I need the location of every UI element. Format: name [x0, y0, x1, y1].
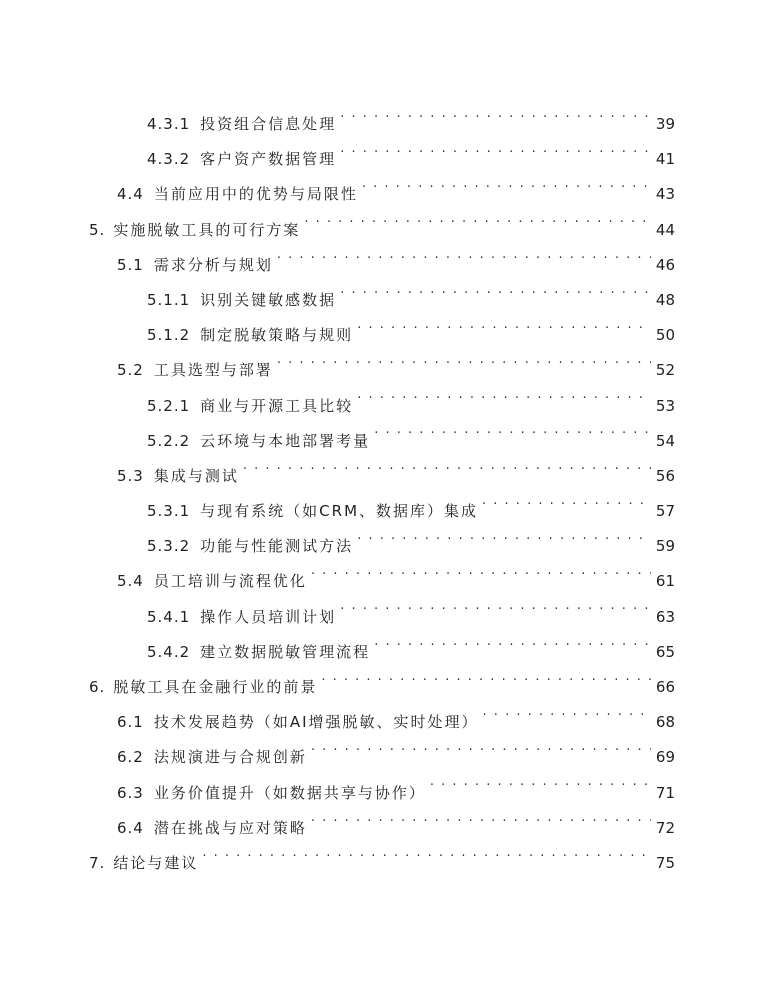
toc-page-number: 41 — [655, 150, 675, 169]
toc-page-number: 39 — [655, 115, 675, 133]
toc-row[interactable] — [0, 776, 765, 811]
toc-number: 6. — [89, 678, 106, 696]
toc-number: 4.3.1 — [147, 115, 191, 133]
toc-row[interactable] — [0, 318, 765, 353]
toc-row[interactable] — [0, 600, 765, 635]
toc-number: 5. — [89, 220, 106, 239]
dot-leader — [340, 114, 651, 129]
toc-row[interactable] — [0, 107, 765, 142]
dot-leader — [482, 501, 651, 516]
toc-title: 客户资产数据管理 — [200, 150, 337, 169]
toc-page-number: 53 — [655, 396, 675, 415]
toc-entry[interactable] — [147, 600, 675, 635]
toc-number: 5.2 — [117, 361, 144, 380]
toc-page-number: 68 — [655, 713, 675, 732]
toc-title: 功能与性能测试方法 — [200, 537, 354, 556]
toc-page-number: 46 — [655, 255, 675, 274]
toc-page-number: 69 — [655, 748, 675, 767]
toc-row[interactable] — [0, 353, 765, 388]
toc-title: 潜在挑战与应对策略 — [153, 818, 307, 837]
toc-title: 业务价值提升（如数据共享与协作） — [153, 783, 426, 802]
dot-leader — [311, 571, 651, 586]
toc-number: 4.3.2 — [147, 150, 191, 169]
toc-number: 5.4.2 — [147, 642, 191, 661]
toc-row[interactable] — [0, 564, 765, 599]
toc-page-number: 59 — [655, 537, 675, 556]
dot-leader — [277, 360, 651, 375]
toc-entry[interactable] — [117, 353, 675, 388]
toc-page-number: 71 — [655, 783, 675, 802]
dot-leader — [243, 466, 651, 481]
toc-entry[interactable] — [147, 142, 675, 177]
dot-leader — [374, 431, 651, 446]
toc-title: 识别关键敏感数据 — [200, 290, 337, 309]
toc-entry[interactable] — [89, 846, 675, 881]
toc-title: 商业与开源工具比较 — [200, 396, 354, 415]
toc-page-number: 43 — [655, 185, 675, 204]
toc-number: 5.1 — [117, 255, 144, 274]
toc-page-number: 75 — [655, 853, 675, 872]
toc-row[interactable] — [0, 494, 765, 529]
dot-leader — [357, 536, 651, 551]
dot-leader — [340, 607, 651, 622]
toc-number: 6.2 — [117, 748, 144, 767]
toc-number: 6.4 — [117, 818, 144, 837]
toc-title: 当前应用中的优势与局限性 — [153, 185, 358, 204]
dot-leader — [374, 642, 651, 657]
toc-title: 需求分析与规划 — [153, 255, 273, 274]
toc-title: 建立数据脱敏管理流程 — [200, 642, 371, 661]
toc-page-number: 54 — [655, 431, 675, 450]
toc-page-number: 52 — [655, 361, 675, 380]
toc-title: 云环境与本地部署考量 — [200, 431, 371, 450]
dot-leader — [304, 220, 651, 235]
toc-entry[interactable] — [147, 424, 675, 459]
toc-title: 法规演进与合规创新 — [153, 748, 307, 767]
toc-page-number: 63 — [655, 607, 675, 626]
toc-entry[interactable] — [117, 459, 675, 494]
toc-entry[interactable] — [117, 177, 675, 212]
dot-leader — [483, 712, 651, 727]
dot-leader — [321, 677, 651, 692]
toc-title: 集成与测试 — [153, 466, 239, 485]
toc-title: 操作人员培训计划 — [200, 607, 337, 626]
dot-leader — [340, 149, 651, 164]
toc-number: 6.1 — [117, 713, 144, 732]
dot-leader — [357, 396, 651, 411]
toc-number: 5.4.1 — [147, 607, 191, 626]
toc-page-number: 44 — [655, 220, 675, 239]
toc-number: 6.3 — [117, 783, 144, 802]
toc-number: 5.2.1 — [147, 396, 191, 415]
dot-leader — [311, 747, 651, 762]
toc-title: 与现有系统（如CRM、数据库）集成 — [200, 502, 479, 521]
toc-title: 技术发展趋势（如AI增强脱敏、实时处理） — [153, 713, 479, 732]
toc-entry[interactable] — [117, 811, 675, 846]
toc-row[interactable] — [0, 811, 765, 846]
toc-title: 制定脱敏策略与规则 — [200, 326, 354, 345]
toc-row[interactable] — [0, 459, 765, 494]
toc-row[interactable] — [0, 248, 765, 283]
dot-leader — [340, 290, 651, 305]
toc-number: 7. — [89, 853, 106, 872]
toc-number: 4.4 — [117, 185, 144, 204]
toc-entry[interactable] — [147, 494, 675, 529]
dot-leader — [430, 783, 651, 798]
toc-entry[interactable] — [117, 564, 675, 599]
toc-row[interactable] — [0, 670, 765, 705]
toc-page-number: 61 — [655, 572, 675, 591]
toc-page-number: 72 — [655, 818, 675, 837]
toc-number: 5.3.1 — [147, 502, 191, 521]
toc-row[interactable] — [0, 424, 765, 459]
toc-page-number: 50 — [655, 326, 675, 345]
toc-entry[interactable] — [147, 635, 675, 670]
toc-title: 脱敏工具在金融行业的前景 — [113, 678, 318, 696]
toc-row[interactable] — [0, 846, 765, 881]
toc-title: 实施脱敏工具的可行方案 — [113, 220, 301, 239]
toc-row[interactable] — [0, 740, 765, 775]
toc-entry[interactable] — [117, 740, 675, 775]
toc-number: 5.2.2 — [147, 431, 191, 450]
toc-number: 5.1.2 — [147, 326, 191, 345]
toc-entry[interactable] — [147, 529, 675, 564]
toc-entry[interactable] — [117, 705, 675, 740]
toc-row[interactable] — [0, 635, 765, 670]
toc-page-number: 57 — [655, 502, 675, 521]
toc-row[interactable] — [0, 389, 765, 424]
toc-title: 投资组合信息处理 — [200, 115, 337, 133]
toc-entry[interactable] — [89, 213, 675, 248]
toc-entry[interactable] — [89, 670, 675, 705]
table-of-contents — [0, 107, 765, 881]
toc-entry[interactable] — [117, 776, 675, 811]
toc-number: 5.4 — [117, 572, 144, 591]
toc-entry[interactable] — [147, 389, 675, 424]
toc-title: 工具选型与部署 — [153, 361, 273, 380]
dot-leader — [357, 325, 651, 340]
toc-row[interactable] — [0, 213, 765, 248]
toc-entry[interactable] — [117, 248, 675, 283]
toc-row[interactable] — [0, 705, 765, 740]
dot-leader — [362, 184, 651, 199]
toc-page-number: 48 — [655, 290, 675, 309]
toc-entry[interactable] — [147, 318, 675, 353]
toc-row[interactable] — [0, 177, 765, 212]
toc-number: 5.3.2 — [147, 537, 191, 556]
toc-title: 结论与建议 — [113, 853, 199, 872]
toc-title: 员工培训与流程优化 — [153, 572, 307, 591]
dot-leader — [277, 255, 651, 270]
toc-page-number: 65 — [655, 642, 675, 661]
toc-number: 5.1.1 — [147, 290, 191, 309]
dot-leader — [311, 818, 651, 833]
toc-number: 5.3 — [117, 466, 144, 485]
toc-page-number: 56 — [655, 466, 675, 485]
toc-row[interactable] — [0, 529, 765, 564]
toc-entry[interactable] — [147, 283, 675, 318]
toc-row[interactable] — [0, 283, 765, 318]
toc-page-number: 66 — [655, 678, 675, 696]
dot-leader — [202, 853, 651, 868]
toc-row[interactable] — [0, 142, 765, 177]
toc-entry[interactable] — [147, 107, 675, 142]
